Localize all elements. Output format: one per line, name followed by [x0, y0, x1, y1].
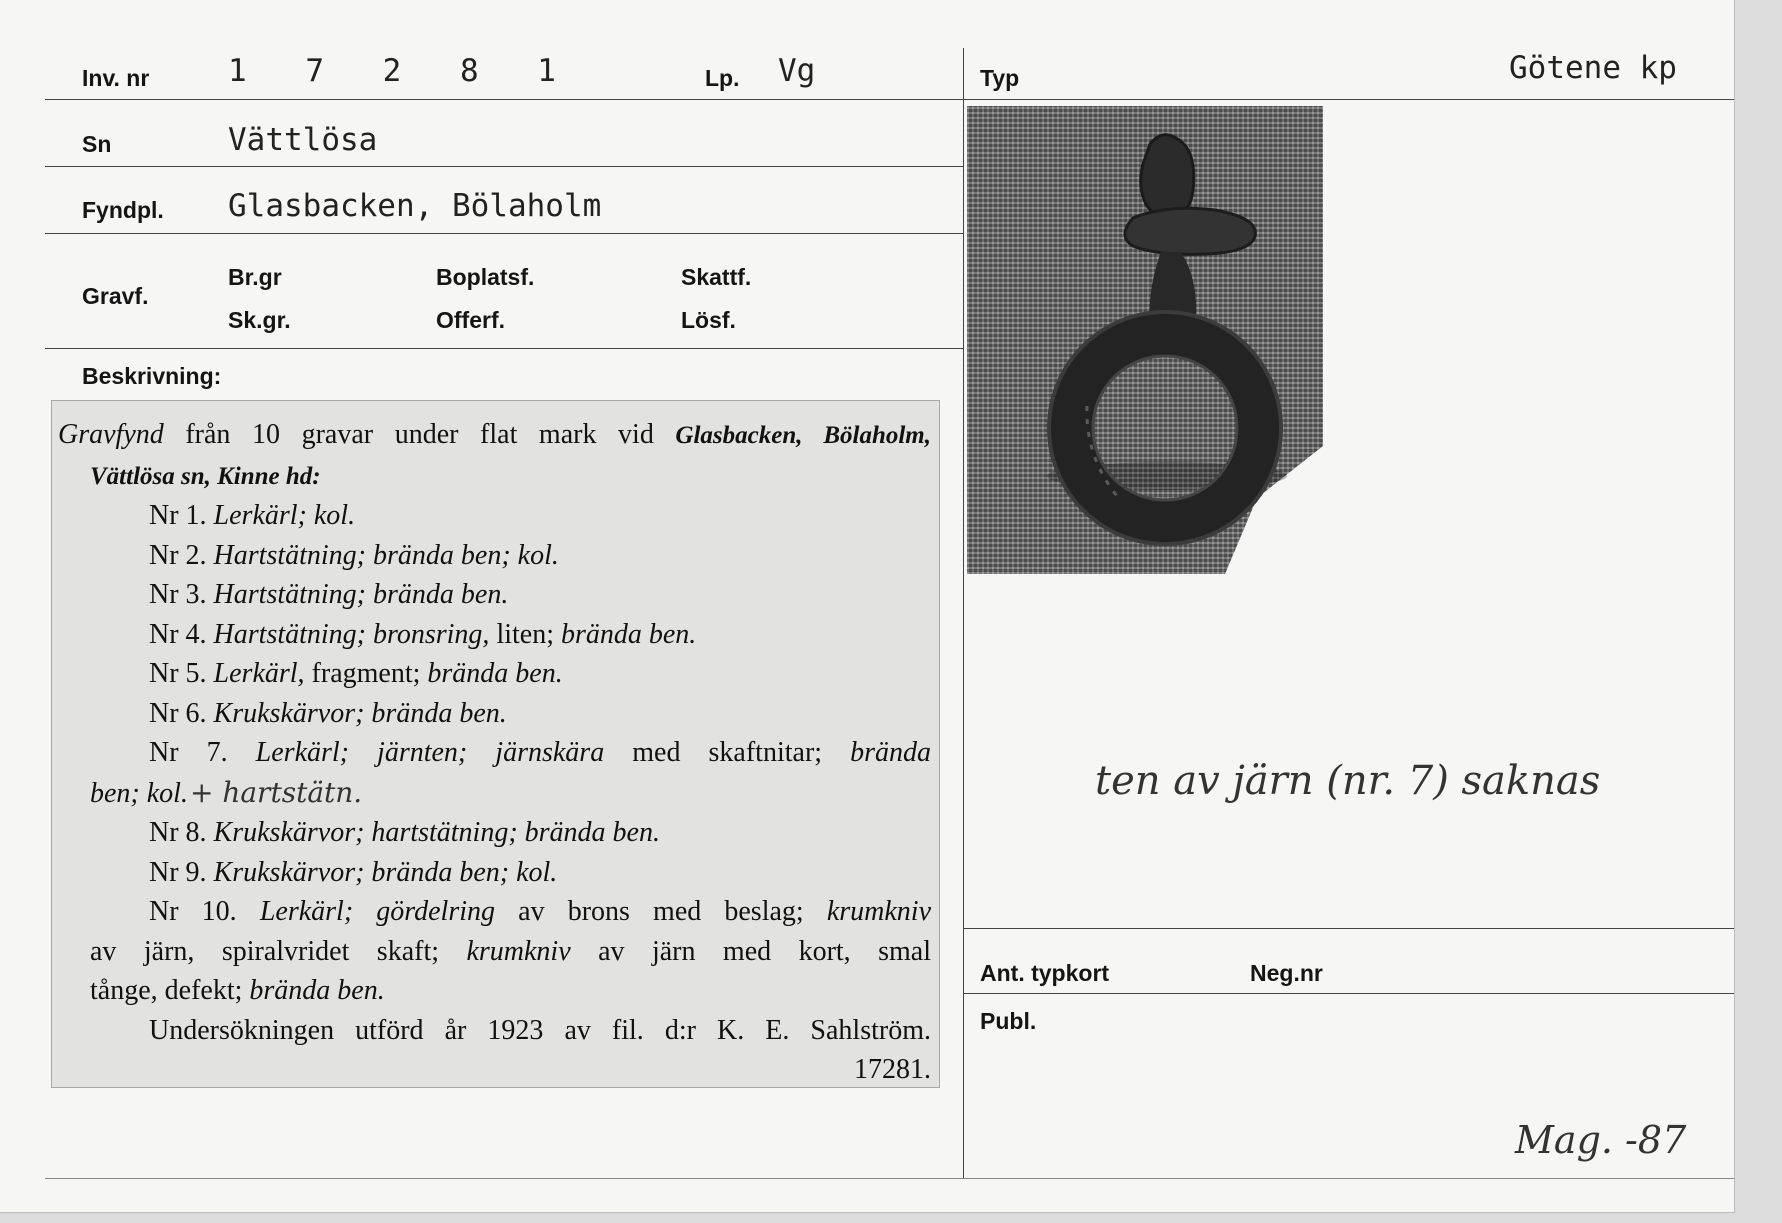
find-nr1: Nr 1. Lerkärl; kol.: [149, 500, 356, 531]
find-nr9: Nr 9. Krukskärvor; brända ben; kol.: [149, 856, 558, 888]
find-nr4: Nr 4. Hartstätning; bronsring, liten; brända ben.: [149, 618, 697, 650]
ant-typkort-label: Ant. typkort: [980, 960, 1110, 986]
losf-label: Lösf.: [681, 307, 736, 333]
find-nr10-line2: av järn, spiralvridet skaft; krumkniv av järn med kort, smal: [90, 935, 931, 967]
typ-value: Götene kp: [1509, 50, 1677, 86]
rule-under-typ: [963, 99, 1734, 100]
neg-nr-label: Neg.nr: [1250, 960, 1323, 986]
rule-under-fyndpl: [45, 233, 963, 234]
sn-label: Sn: [82, 131, 112, 157]
offerf-label: Offerf.: [436, 307, 505, 333]
brgr-label: Br.gr: [228, 264, 282, 290]
column-divider: [963, 48, 964, 1178]
find-nr10: Nr 10. Lerkärl; gördelring av brons med beslag; krumkniv: [149, 896, 932, 927]
rule-under-sn: [45, 166, 963, 167]
intro-line-2: Vättlösa sn, Kinne hd:: [90, 462, 321, 490]
find-nr7-cont: ben; kol.+ hartstätn.: [90, 775, 363, 809]
skattf-label: Skattf.: [681, 264, 752, 290]
find-nr3: Nr 3. Hartstätning; brända ben.: [149, 579, 509, 610]
find-nr10-line3: tånge, defekt; brända ben.: [90, 975, 385, 1006]
fyndpl-label: Fyndpl.: [82, 197, 164, 223]
rule-under-inv: [45, 99, 963, 100]
gravf-label: Gravf.: [82, 283, 149, 309]
handwritten-note: ten av järn (nr. 7) saknas: [1095, 758, 1601, 804]
closing-number: 17281.: [854, 1054, 931, 1085]
typ-label: Typ: [980, 65, 1020, 91]
lp-label: Lp.: [705, 65, 740, 91]
fyndpl-value: Glasbacken, Bölaholm: [228, 188, 602, 224]
skgr-label: Sk.gr.: [228, 307, 291, 333]
lp-value: Vg: [778, 53, 816, 89]
rule-above-ant-typkort: [963, 928, 1734, 929]
find-nr6: Nr 6. Krukskärvor; brända ben.: [149, 697, 507, 729]
card-bottom-rule: [45, 1178, 1734, 1179]
handwritten-addition: + hartstätn.: [189, 775, 363, 809]
find-nr2: Nr 2. Hartstätning; brända ben; kol.: [149, 539, 559, 571]
closing-line: Undersökningen utförd år 1923 av fil. d:r K. E. Sahlström.: [149, 1014, 931, 1046]
beskrivning-label: Beskrivning:: [82, 363, 222, 389]
object-photo: [967, 106, 1323, 574]
handwritten-signature: Mag. -87: [1515, 1118, 1687, 1162]
publ-label: Publ.: [980, 1008, 1037, 1034]
inv-nr-label: Inv. nr: [82, 65, 150, 91]
inv-nr-value: 1 7 2 8 1: [228, 53, 576, 89]
sn-value: Vättlösa: [228, 122, 378, 158]
description-slip: [51, 400, 940, 1088]
find-nr5: Nr 5. Lerkärl, fragment; brända ben.: [149, 658, 563, 689]
find-nr8: Nr 8. Krukskärvor; hartstätning; brända ben.: [149, 817, 660, 848]
rule-under-gravf: [45, 348, 963, 349]
intro-line-1: Gravfynd från 10 gravar under flat mark vid Glasbacken, Bölaholm,: [58, 419, 931, 450]
find-nr7: Nr 7. Lerkärl; järnten; järnskära med skaftnitar; brända: [149, 737, 932, 768]
boplatsf-label: Boplatsf.: [436, 264, 535, 290]
bronze-ring-picture: [967, 106, 1323, 574]
rule-above-publ: [963, 993, 1734, 994]
